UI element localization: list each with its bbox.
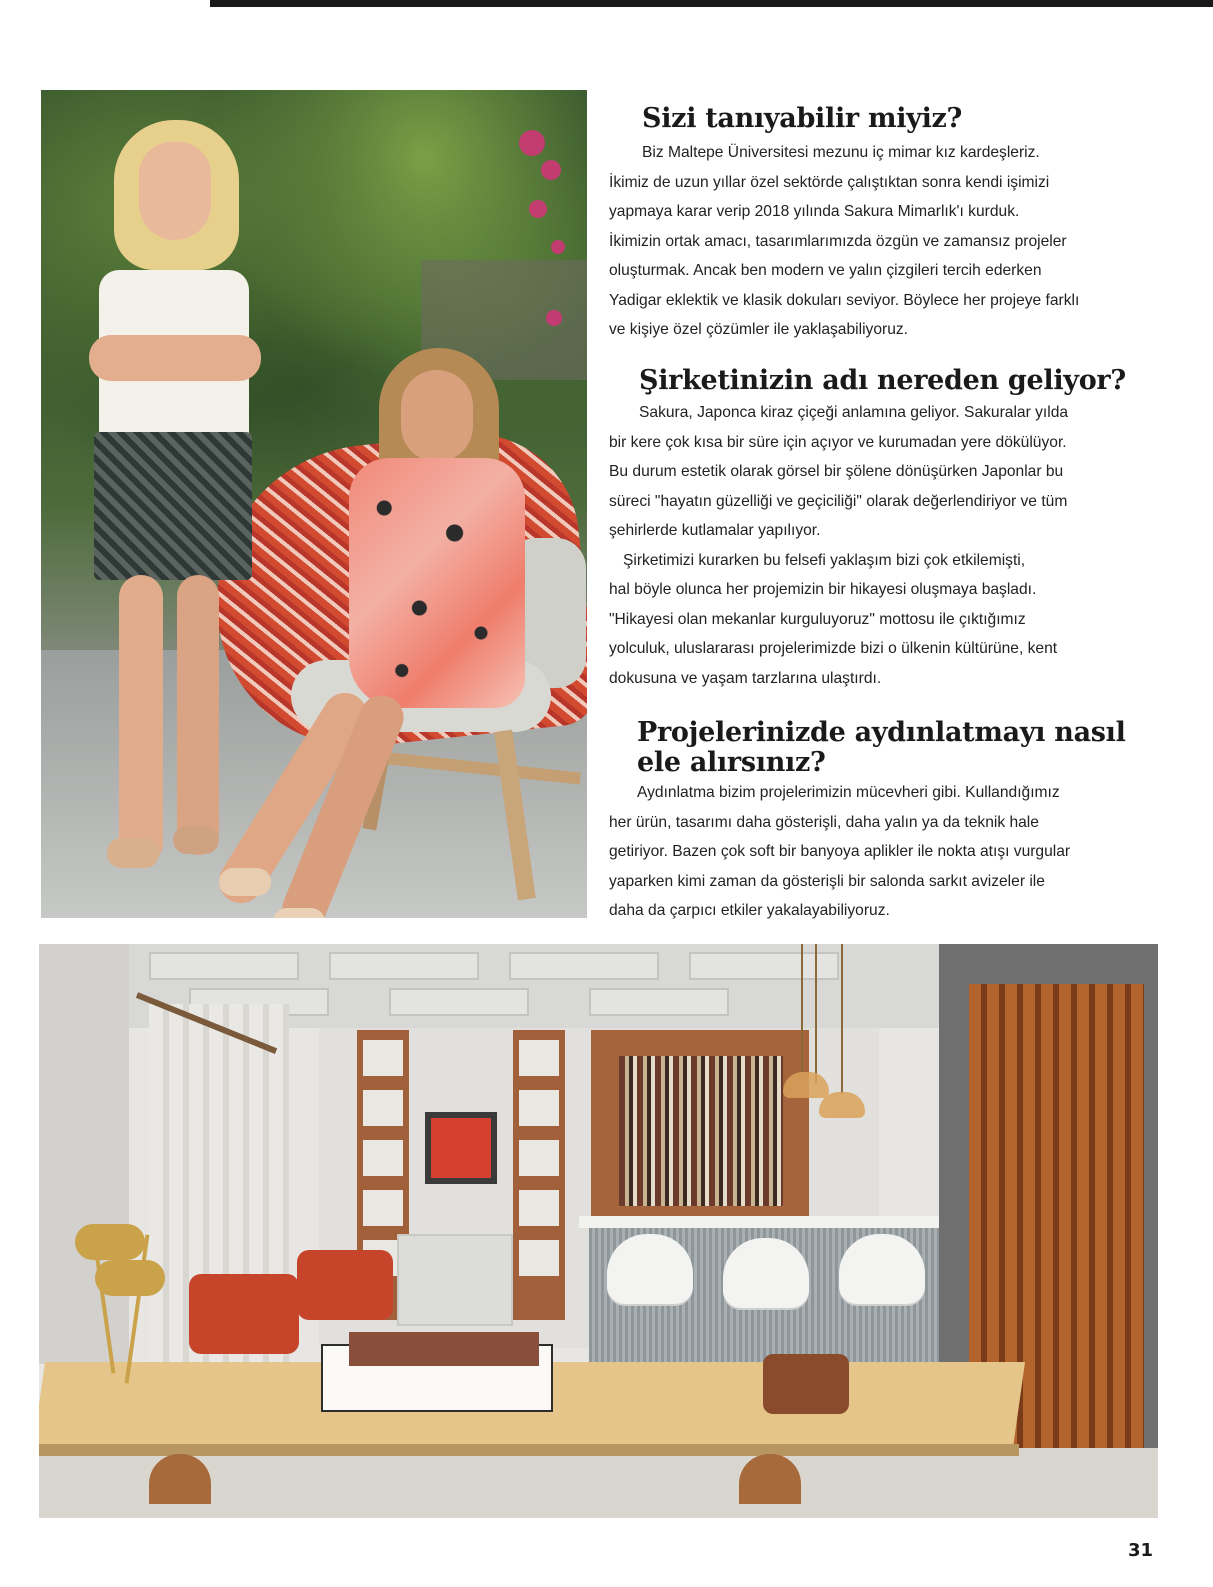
seated-woman xyxy=(331,348,571,908)
table-leg xyxy=(149,1454,211,1504)
niche-shelf-right xyxy=(513,1030,565,1320)
gold-planter xyxy=(95,1260,165,1296)
section-body xyxy=(609,398,1068,693)
left-wall xyxy=(39,944,129,1364)
pendant-wire xyxy=(801,944,803,1074)
ceiling-panel xyxy=(509,952,659,980)
shelf-cubby xyxy=(363,1190,403,1226)
standing-woman xyxy=(99,120,299,900)
pendant-wire xyxy=(815,944,817,1084)
bougainvillea-blossom xyxy=(541,160,561,180)
section-heading: Sizi tanıyabilir miyiz? xyxy=(642,103,963,134)
heading-line: ele alırsınız? xyxy=(637,747,826,778)
pendant-lamp xyxy=(819,1092,865,1118)
ceiling-panel xyxy=(149,952,299,980)
leg xyxy=(177,575,219,855)
shelf-cubby xyxy=(519,1240,559,1276)
shoe xyxy=(219,868,271,896)
leopard-print-dress xyxy=(349,458,525,708)
portrait-photo xyxy=(41,90,587,918)
section-body xyxy=(609,778,1070,926)
shoe xyxy=(173,826,219,854)
body-line: yaparken kimi zaman da gösterişli bir salonda sarkıt avizeler ile xyxy=(609,872,1045,890)
bar-stool xyxy=(723,1238,809,1308)
section-heading: Şirketinizin adı nereden geliyor? xyxy=(639,365,1126,396)
bar-stool xyxy=(839,1234,925,1304)
body-line: bir kere çok kısa bir süre için açıyor ve kurumadan yere dökülüyor. xyxy=(609,433,1067,451)
body-line: İkimizin ortak amacı, tasarımlarımızda özgün ve zamansız projeler xyxy=(609,232,1067,250)
shelf-cubby xyxy=(519,1190,559,1226)
body-line: Şirketimizi kurarken bu felsefi yaklaşım bizi çok etkilemişti, xyxy=(623,551,1026,569)
bougainvillea-blossom xyxy=(546,310,562,326)
shelf-cubby xyxy=(363,1090,403,1126)
crossed-arms xyxy=(89,335,261,381)
body-line: oluşturmak. Ancak ben modern ve yalın çizgileri tercih ederken xyxy=(609,262,1042,279)
bar-countertop xyxy=(579,1216,971,1228)
top-rule xyxy=(210,0,1213,7)
table-leg xyxy=(739,1454,801,1504)
leg xyxy=(119,575,163,865)
ceiling-panel xyxy=(589,988,729,1016)
shelf-cubby xyxy=(363,1140,403,1176)
armchair xyxy=(189,1274,299,1354)
framed-artwork xyxy=(425,1112,497,1184)
ceiling-panel xyxy=(329,952,479,980)
face xyxy=(139,142,211,240)
bougainvillea-blossom xyxy=(519,130,545,156)
cabinet xyxy=(397,1234,513,1326)
bottle-shelves xyxy=(619,1056,783,1206)
pendant-lamp xyxy=(783,1072,829,1098)
section-body xyxy=(609,138,1079,345)
ceiling-panel xyxy=(389,988,529,1016)
gold-planter xyxy=(75,1224,145,1260)
section-heading xyxy=(637,718,1126,778)
heading-line: Projelerinizde aydınlatmayı nasıl xyxy=(637,717,1126,748)
body-line: İkimiz de uzun yıllar özel sektörde çalıştıktan sonra kendi işimizi xyxy=(609,173,1050,191)
shoe xyxy=(107,838,159,868)
bar-stool xyxy=(607,1234,693,1304)
body-line: daha da çarpıcı etkiler yakalayabiliyoruz. xyxy=(609,902,890,919)
book-cover xyxy=(349,1332,539,1366)
body-line: Bu durum estetik olarak görsel bir şölene dönüşürken Japonlar bu xyxy=(609,463,1064,480)
face xyxy=(401,370,473,462)
bougainvillea-blossom xyxy=(551,240,565,254)
body-line: her ürün, tasarımı daha gösterişli, daha yalın ya da teknik hale xyxy=(609,813,1039,831)
body-line: hal böyle olunca her projemizin bir hikayesi oluşmaya başladı. xyxy=(609,581,1037,598)
body-line: Biz Maltepe Üniversitesi mezunu iç mimar kız kardeşleriz. xyxy=(642,144,1040,161)
body-line: ve kişiye özel çözümler ile yaklaşabiliyoruz. xyxy=(609,321,908,338)
shelf-cubby xyxy=(363,1040,403,1076)
body-line: "Hikayesi olan mekanlar kurguluyoruz" mottosu ile çıktığımız xyxy=(609,610,1026,628)
wooden-bowl xyxy=(763,1354,849,1414)
body-line: Sakura, Japonca kiraz çiçeği anlamına geliyor. Sakuralar yılda xyxy=(639,404,1069,421)
body-line: süreci "hayatın güzelliği ve geçiciliği" olarak değerlendiriyor ve tüm xyxy=(609,492,1068,510)
shoe xyxy=(273,908,325,918)
pendant-wire xyxy=(841,944,843,1094)
patterned-skirt xyxy=(94,432,252,580)
body-line: Yadigar eklektik ve klasik dokuları seviyor. Böylece her projeye farklı xyxy=(609,291,1080,309)
shelf-cubby xyxy=(519,1040,559,1076)
interior-photo xyxy=(39,944,1158,1518)
bougainvillea-blossom xyxy=(529,200,547,218)
shelf-cubby xyxy=(519,1090,559,1126)
armchair xyxy=(297,1250,393,1320)
body-line: yolculuk, uluslararası projelerimizde bizi o ülkenin kültürüne, kent xyxy=(609,640,1058,657)
body-line: getiriyor. Bazen çok soft bir banyoya aplikler ile nokta atışı vurgular xyxy=(609,843,1071,860)
body-line: dokusuna ve yaşam tarzlarına ulaştırdı. xyxy=(609,669,882,687)
shelf-cubby xyxy=(519,1140,559,1176)
body-line: Aydınlatma bizim projelerimizin mücevheri gibi. Kullandığımız xyxy=(637,784,1060,801)
body-line: şehirlerde kutlamalar yapılıyor. xyxy=(609,522,821,539)
page-number: 31 xyxy=(1128,1540,1154,1561)
body-line: yapmaya karar verip 2018 yılında Sakura Mimarlık'ı kurduk. xyxy=(609,203,1020,220)
